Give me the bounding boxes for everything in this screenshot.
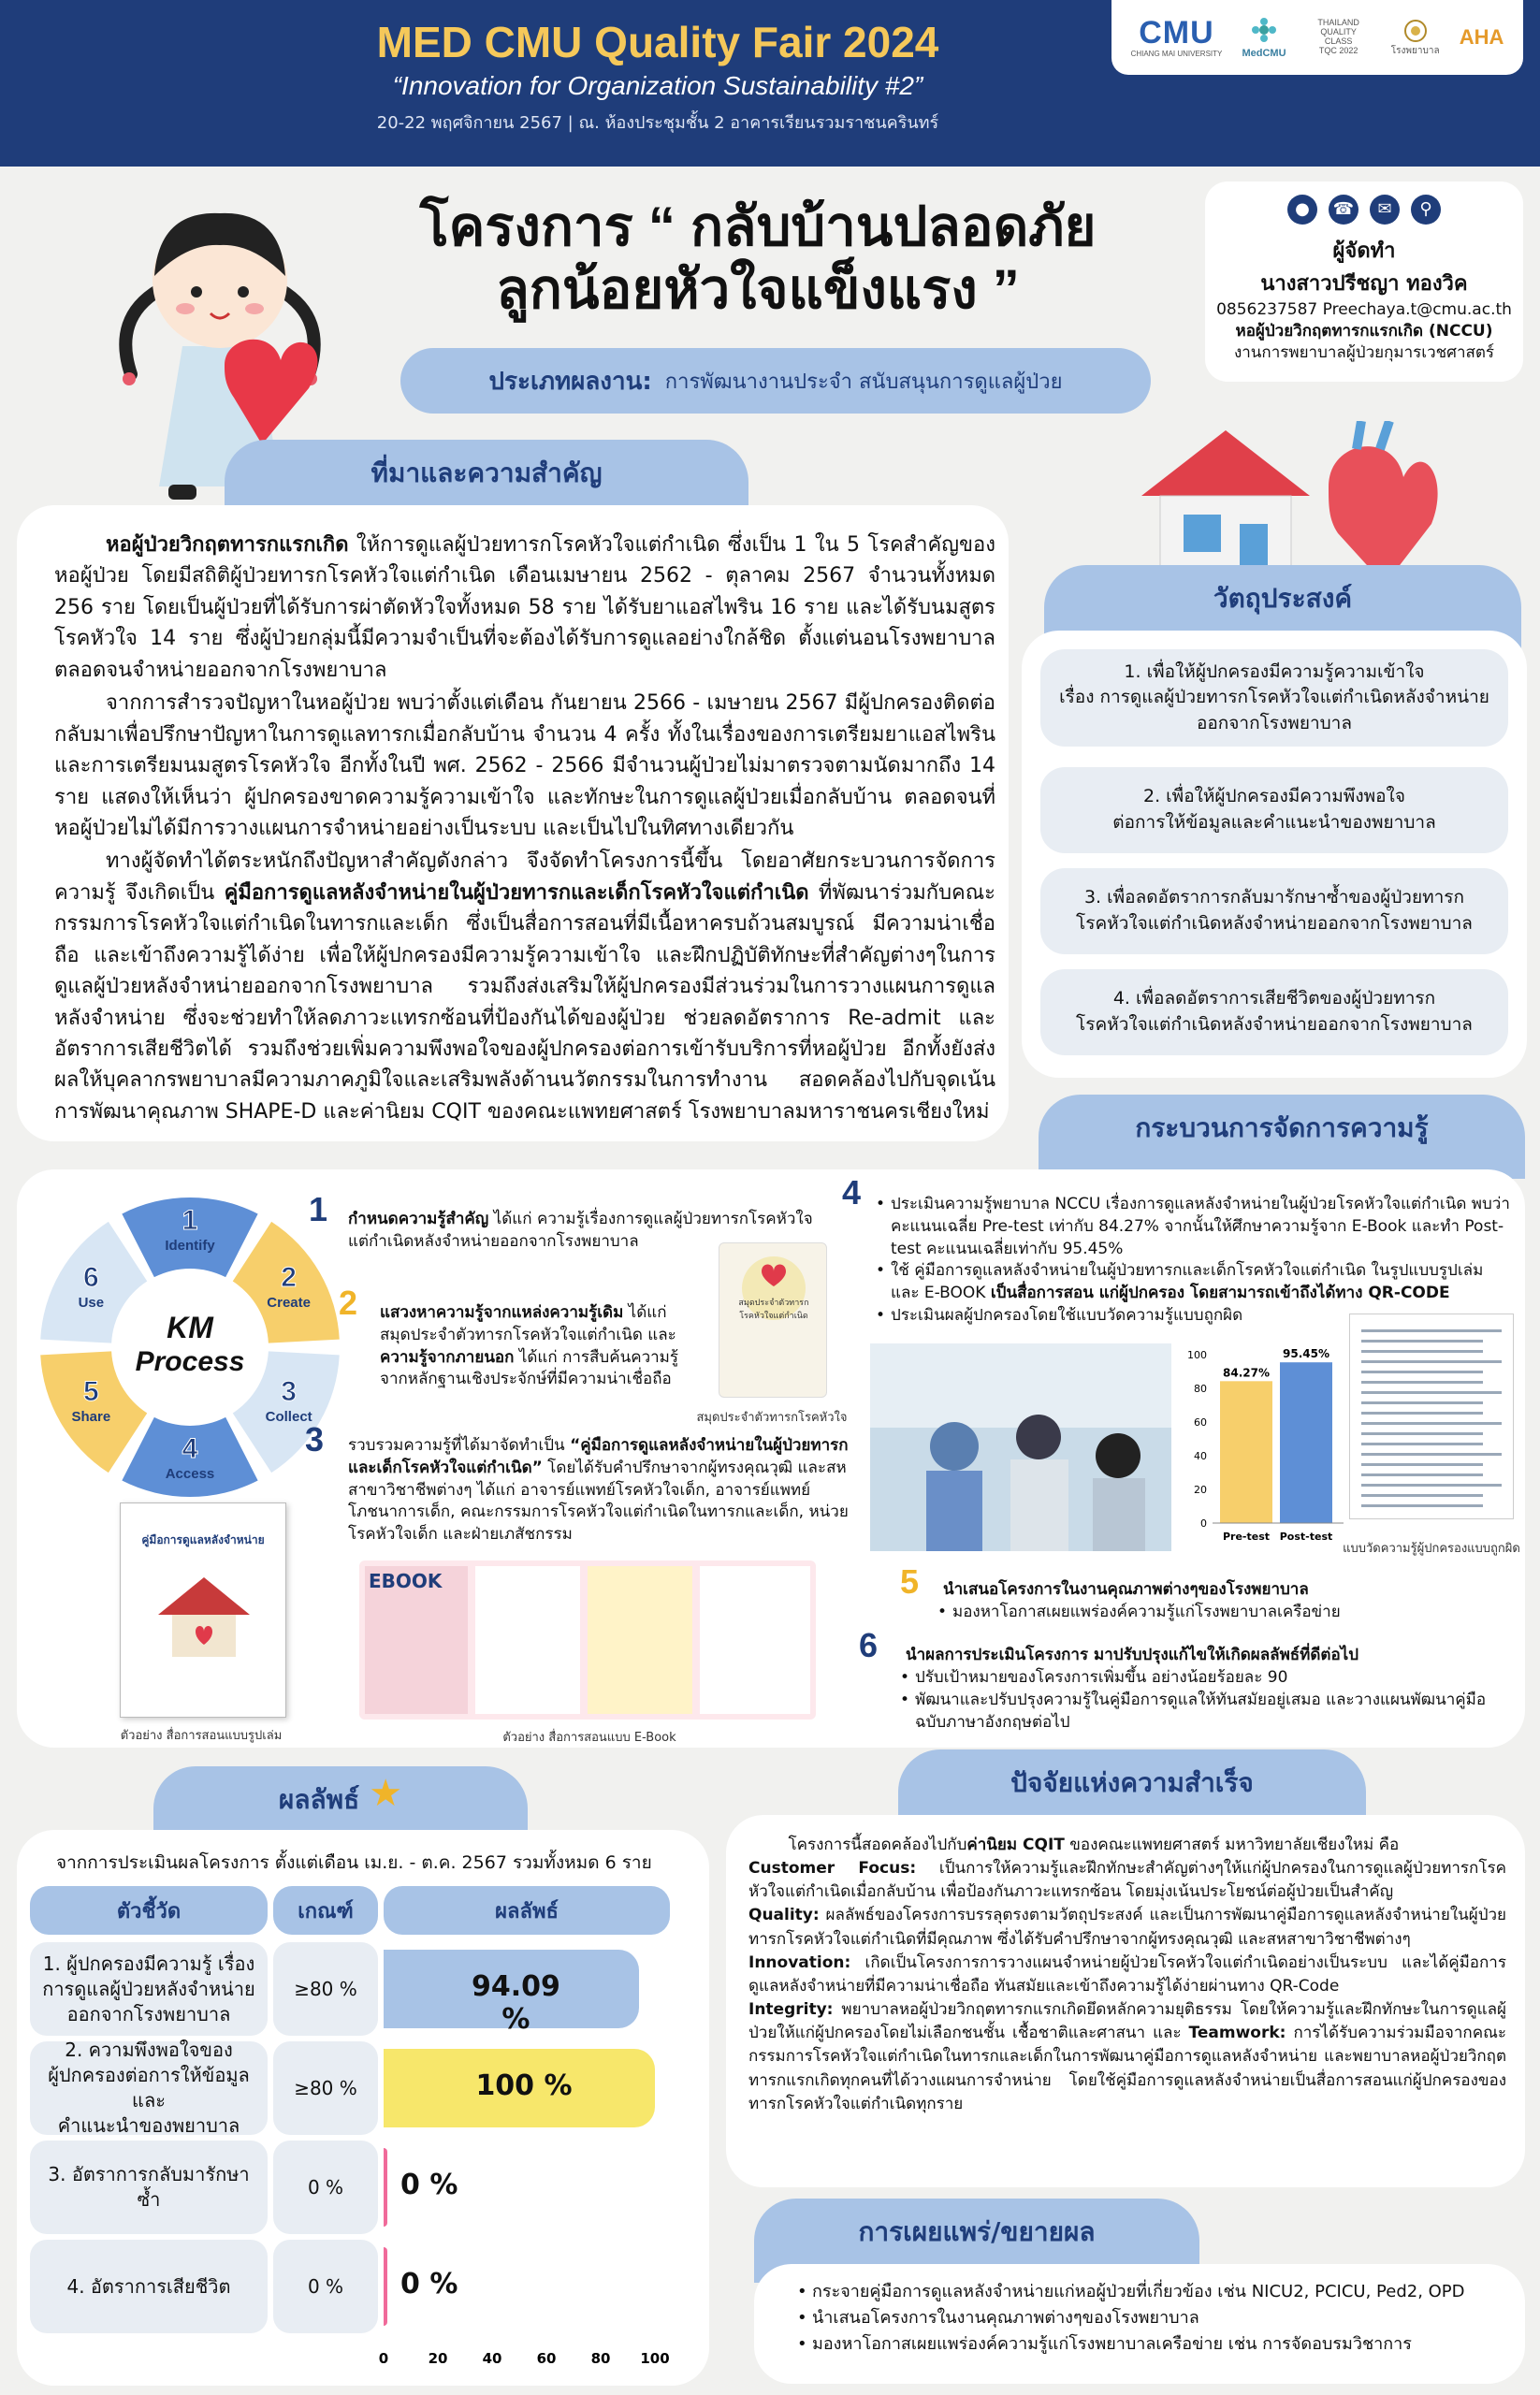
knowledge-test-form-image <box>1349 1314 1514 1519</box>
person-icon: ● <box>1287 195 1317 225</box>
bar-data-label: 95.45% <box>1283 1347 1329 1361</box>
x-tick-label: 40 <box>482 2350 502 2367</box>
col-target-header: เกณฑ์ <box>273 1886 378 1935</box>
pre-post-test-chart <box>1181 1328 1349 1553</box>
printed-manual-image: คู่มือการดูแลหลังจำหน่าย <box>120 1502 286 1718</box>
heart-booklet-image: สมุดประจำตัวทารก โรคหัวใจแต่กำเนิด <box>719 1242 827 1398</box>
event-title: MED CMU Quality Fair 2024 <box>376 18 939 66</box>
step-2-text: แสวงหาความรู้จากแหล่งความรู้เดิม ได้แก่ สมุดประจำตัวทารกโรคหัวใจแต่กำเนิด และความรู้จากภายนอก ได้แก่ การสืบค้นความรู้จากหลักฐานเชิงประจักษ์ที่มีความน่าเชื่อถือ <box>380 1303 679 1389</box>
booklet-caption: สมุดประจำตัวทารกโรคหัวใจ <box>696 1411 848 1425</box>
form-line <box>1361 1484 1502 1487</box>
y-tick-label: 60 <box>1194 1416 1207 1429</box>
x-tick-label: 100 <box>640 2350 670 2367</box>
form-line <box>1361 1401 1483 1404</box>
author-role: ผู้จัดทำ <box>1332 240 1396 263</box>
result-indicator: 1. ผู้ปกครองมีความรู้ เรื่อง การดูแลผู้ป่วยหลังจำหน่าย ออกจากโรงพยาบาล <box>30 1942 268 2036</box>
wheel-step-label: Share <box>71 1409 111 1425</box>
form-caption: แบบวัดความรู้ผู้ปกครองแบบถูกผิด <box>1343 1542 1520 1556</box>
results-x-axis <box>374 2339 692 2376</box>
phone-icon: ☎ <box>1329 195 1358 225</box>
results-heading: ผลลัพธ์ ★ <box>153 1766 528 1851</box>
success-text: โครงการนี้สอดคล้องไปกับค่านิยม CQIT ของคณะแพทยศาสตร์ มหาวิทยาลัยเชียงใหม่ คือ Customer Focus: เป็นการให้ความรู้และฝึกทักษะสำคัญต่างๆให้แก่ผู้ปกครองในการดูแลผู้ป่วยทารกโรคหัวใจแต่กำเนิดเมื่อกลับบ้าน เพื่อป้องกันภาวะแทรกซ้อน โดยมุ่งเน้นประโยชน์ต่อผู้ป่วยเป็นสำคัญ Quality: ผลลัพธ์ของโครงการบรรลุตรงตามวัตถุประสงค์ และเป็นการพัฒนาคู่มือการดูแลหลังจำหน่ายในผู้ป่วยทารกโรคหัวใจแต่กำเนิดที่มีคุณภาพ ซึ่งได้รับคำปรึกษาจากผู้ทรงคุณวุฒิ และสหสาขาวิชาชีพต่างๆ Innovation: เกิดเป็นโครงการการวางแผนจำหน่ายผู้ป่วยโรคหัวใจแต่กำเนิดอย่างเป็นระบบ และได้คู่มือการดูแลหลังจำหน่ายที่มีความน่าเชื่อถือ ทันสมัยและเข้าถึงความรู้ได้ง่ายผ่านทาง QR-Code Integrity: พยาบาลหอผู้ป่วยวิกฤตทารกแรกเกิดยึดหลักความยุติธรรม โดยให้ความรู้และฝึกทักษะในการดูแลผู้ป่วยให้แก่ผู้ปกครองโดยไม่เลือกชนชั้น เชื้อชาติและศาสนา และ Teamwork: การได้รับความร่วมมือจากคณะกรรมการโรคหัวใจแต่กำเนิดในทารกและเด็กในการพัฒนาคู่มือการดูแลหลังจำหน่าย และพยาบาลหอผู้ป่วยวิกฤตทารกแรกเกิดทุกคนที่ได้วางแผนการจำหน่าย โดยใช้คู่มือการดูแลหลังจำหน่ายเป็นสื่อการสอนแก่ผู้ปกครองของทารกโรคหัวใจแต่กำเนิดทุกราย <box>748 1836 1506 2113</box>
project-title: โครงการ “ กลับบ้านปลอดภัย ลูกน้อยหัวใจแข็งแรง ” <box>419 196 1097 320</box>
logo-strip <box>1111 0 1523 75</box>
form-line <box>1361 1432 1483 1435</box>
objective-item: 2. เพื่อให้ผู้ปกครองมีความพึงพอใจ ต่อการให้ข้อมูลและคำแนะนำของพยาบาล <box>1040 767 1508 853</box>
wheel-step-label: Identify <box>165 1238 215 1254</box>
form-line <box>1361 1504 1483 1507</box>
photo-people-icon <box>870 1343 1171 1551</box>
author-unit: หอผู้ป่วยวิกฤตทารกแรกเกิด (NCCU) <box>1235 321 1493 341</box>
author-name: นางสาวปรีชญา ทองวิค <box>1260 272 1468 296</box>
work-type-value: การพัฒนางานประจำ สนับสนุนการดูแลผู้ป่วย <box>664 370 1063 394</box>
dissemination-heading: การเผยแพร่/ขยายผล <box>754 2199 1199 2283</box>
result-bar <box>384 2148 387 2227</box>
step-6-number: 6 <box>859 1626 879 1664</box>
step-5-number: 5 <box>900 1562 920 1601</box>
cmu-logo: CMU CHIANG MAI UNIVERSITY <box>1130 14 1223 59</box>
wheel-step-label: Use <box>78 1295 105 1311</box>
nurse-teaching-photo <box>870 1343 1171 1551</box>
form-line <box>1361 1329 1502 1332</box>
step-2-number: 2 <box>339 1284 358 1322</box>
y-tick-label: 40 <box>1194 1450 1207 1462</box>
result-target: ≥80 % <box>273 2041 378 2135</box>
printed-manual-caption: ตัวอย่าง สื่อการสอนแบบรูปเล่ม <box>120 1729 283 1743</box>
location-pin-icon: ⚲ <box>1411 195 1441 225</box>
bar-pre-test <box>1220 1381 1272 1523</box>
form-line <box>1361 1381 1483 1384</box>
y-tick-label: 0 <box>1200 1517 1207 1530</box>
event-subtitle: “Innovation for Organization Sustainability #2” <box>392 71 923 100</box>
result-indicator: 4. อัตราการเสียชีวิต <box>30 2240 268 2333</box>
success-heading: ปัจจัยแห่งความสำเร็จ <box>898 1749 1366 1834</box>
step-5-text: นำเสนอโครงการในงานคุณภาพต่างๆของโรงพยาบาล <box>943 1580 1309 1599</box>
objective-item: 1. เพื่อให้ผู้ปกครองมีความรู้ความเข้าใจ เรื่อง การดูแลผู้ป่วยทารกโรคหัวใจแต่กำเนิดหลังจำหน่าย ออกจากโรงพยาบาล <box>1040 649 1508 747</box>
background-heading: ที่มาและความสำคัญ <box>225 440 748 524</box>
wheel-step-number: 5 <box>83 1376 99 1407</box>
wheel-step-number: 2 <box>281 1262 297 1293</box>
step-6-text: นำผลการประเมินโครงการ มาปรับปรุงแก้ไขให้เกิดผลลัพธ์ที่ดีต่อไป <box>906 1646 1359 1664</box>
wheel-step-label: Create <box>267 1295 312 1311</box>
result-target: ≥80 % <box>273 1942 378 2036</box>
dissemination-list <box>795 2279 1516 2358</box>
x-tick-label: 60 <box>536 2350 557 2367</box>
objective-item: 4. เพื่อลดอัตราการเสียชีวิตของผู้ป่วยทารก โรคหัวใจแต่กำเนิดหลังจำหน่ายออกจากโรงพยาบาล <box>1040 969 1508 1055</box>
form-line <box>1361 1422 1502 1425</box>
x-tick-label: 20 <box>428 2350 448 2367</box>
ebook-caption: ตัวอย่าง สื่อการสอนแบบ E-Book <box>502 1731 676 1745</box>
author-contact: 0856237587 Preechaya.t@cmu.ac.th <box>1216 300 1512 319</box>
km-center-label: KM <box>167 1311 213 1344</box>
form-line <box>1361 1391 1502 1394</box>
step-3-number: 3 <box>305 1420 325 1459</box>
step-5-bullets: • มองหาโอกาสเผยแพร่องค์ความรู้แก่โรงพยาบาลเครือข่าย <box>936 1602 1497 1624</box>
list-item: • กระจายคู่มือการดูแลหลังจำหน่ายแก่หอผู้ป่วยที่เกี่ยวข้อง เช่น NICU2, PCICU, Ped2, OPD <box>795 2279 1516 2305</box>
step-6-bullets: • ปรับเป้าหมายของโครงการเพิ่มขึ้น อย่างน้อยร้อยละ 90 • พัฒนาและปรับปรุงความรู้ในคู่มือการดูแลให้ทันสมัยอยู่เสมอ และวางแผนพัฒนาคู่มือฉบับภาษาอังกฤษต่อไป <box>898 1667 1506 1734</box>
ebook-page <box>475 1566 580 1714</box>
aha-logo: AHA <box>1459 24 1504 49</box>
wheel-step-number: 3 <box>281 1376 297 1407</box>
result-value: 100 % <box>475 2069 573 2102</box>
form-line <box>1361 1371 1483 1373</box>
star-icon: ★ <box>369 1772 403 1815</box>
ebook-cover: EBOOK <box>365 1566 468 1714</box>
list-item: • มองหาโอกาสเผยแพร่องค์ความรู้แก่โรงพยาบาลเครือข่าย เช่น การจัดอบรมวิชาการ <box>795 2331 1516 2358</box>
medcmu-logo: MedCMU <box>1242 16 1286 58</box>
hospital-seal-icon <box>1403 19 1428 43</box>
wheel-step-number: 6 <box>83 1262 99 1293</box>
event-date: 20-22 พฤศจิกายน 2567 | ณ. ห้องประชุมชั้น 2 อาคารเรียนรวมราชนครินทร์ <box>376 113 939 133</box>
form-line <box>1361 1463 1483 1466</box>
ebook-sample-image <box>359 1560 816 1720</box>
km-process-wheel <box>36 1193 344 1502</box>
form-line <box>1361 1340 1483 1343</box>
step-3-text: รวบรวมความรู้ที่ได้มาจัดทำเป็น “คู่มือการดูแลหลังจำหน่ายในผู้ป่วยทารกและเด็กโรคหัวใจแต่กำเนิด” โดยได้รับคำปรึกษาจากผู้ทรงคุณวุฒิ และสหสาขาวิชาชีพต่างๆ ได้แก่ อาจารย์แพทย์โรคหัวใจเด็ก, อาจารย์แพทย์โภชนาการเด็ก, คณะกรรมการโรคหัวใจแต่กำเนิดในทารกและเด็ก, หน่วยโรคหัวใจเด็ก และฝ่ายเภสัชกรรม <box>348 1436 849 1545</box>
mail-icon: ✉ <box>1370 195 1400 225</box>
result-indicator: 2. ความพึงพอใจของ ผู้ปกครองต่อการให้ข้อมูลและ คำแนะนำของพยาบาล <box>30 2041 268 2135</box>
objectives-heading: วัตถุประสงค์ <box>1044 565 1521 649</box>
manual-house-icon <box>121 1549 287 1662</box>
col-result-header: ผลลัพธ์ <box>384 1886 670 1935</box>
category-label: Post-test <box>1279 1531 1333 1543</box>
medcmu-flower-icon <box>1250 16 1278 44</box>
result-value: 94.09 % <box>471 1970 560 2036</box>
wheel-step-label: Access <box>165 1466 215 1482</box>
y-tick-label: 20 <box>1194 1484 1207 1496</box>
result-target: 0 % <box>273 2240 378 2333</box>
wheel-step-number: 4 <box>182 1433 198 1464</box>
form-line <box>1361 1473 1483 1476</box>
form-line <box>1361 1412 1483 1415</box>
background-text: หอผู้ป่วยวิกฤตทารกแรกเกิด ให้การดูแลผู้ป่วยทารกโรคหัวใจแต่กำเนิด ซึ่งเป็น 1 ใน 5 โรคสำคัญของหอผู้ป่วย โดยมีสถิติผู้ป่วยทารกโรคหัวใจแต่กำเนิด เดือนเมษายน 2562 - ตุลาคม 2567 จำนวนทั้งหมด 256 ราย โดยเป็นผู้ป่วยที่ได้รับการผ่าตัดหัวใจทั้งหมด 58 ราย ได้รับยาแอสไพริน 16 ราย และได้รับนมสูตรโรคหัวใจ 14 ราย ซึ่งผู้ป่วยกลุ่มนี้มีความจำเป็นที่จะต้องได้รับการดูแลอย่างใกล้ชิด ตั้งแต่นอนโรงพยาบาล ตลอดจนจำหน่ายออกจากโรงพยาบาล จากการสำรวจปัญหาในหอผู้ป่วย พบว่าตั้งแต่เดือน กันยายน 2566 - เมษายน 2567 มีผู้ปกครองติดต่อกลับมาเพื่อปรึกษาปัญหาในการดูแลทารกเมื่อกลับบ้าน จำนวน 4 ครั้ง ทั้งในเรื่องของการเตรียมยาแอสไพริน และการเตรียมนมสูตรโรคหัวใจ อีกทั้งในปี พศ. 2562 - 2566 มีจำนวนผู้ป่วยไม่มาตรวจตามนัดมากถึง 14 ราย แสดงให้เห็นว่า ผู้ปกครองขาดความรู้ความเข้าใจ และทักษะในการดูแลผู้ป่วยเมื่อกลับบ้าน ตลอดจนที่หอผู้ป่วยไม่ได้มีการวางแผนการจำหน่ายอย่างเป็นระบบ และเป็นไปในทิศทางเดียวกัน ทางผู้จัดทำได้ตระหนักถึงปัญหาสำคัญดังกล่าว จึงจัดทำโครงการนี้ขึ้น โดยอาศัยกระบวนการจัดการความรู้ จึงเกิดเป็น คู่มือการดูแลหลังจำหน่ายในผู้ป่วยทารกและเด็กโรคหัวใจแต่กำเนิด ที่พัฒนาร่วมกับคณะกรรมการโรคหัวใจแต่กำเนิดในทารกและเด็ก ซึ่งเป็นสื่อการสอนที่มีเนื้อหาครบถ้วนสมบูรณ์ มีความน่าเชื่อถือ และเข้าถึงความรู้ได้ง่าย เพื่อให้ผู้ปกครองมีความรู้ความเข้าใจ และฝึกปฏิบัติทักษะที่สำคัญต่างๆในการดูแลผู้ป่วยหลังจำหน่ายออกจากโรงพยาบาล รวมถึงส่งเสริมให้ผู้ปกครองมีส่วนร่วมในการวางแผนการดูแลหลังจำหน่าย ซึ่งจะช่วยทำให้ลดภาวะแทรกซ้อนที่ป้องกันได้ของผู้ป่วย ช่วยลดอัตราการ Re-admit และอัตราการเสียชีวิตได้ รวมถึงช่วยเพิ่มความพึงพอใจของผู้ปกครองต่อการเข้ารับบริการที่หอผู้ป่วย อีกทั้งยังส่งผลให้บุคลากรพยาบาลมีความภาคภูมิใจและเสริมพลังด้านนวัตกรรมในการทำงาน สอดคล้องไปกับจุดเน้นการพัฒนาคุณภาพ SHAPE-D และค่านิยม CQIT ของคณะแพทยศาสตร์ โรงพยาบาลมหาราชนครเชียงใหม่ <box>54 533 996 1124</box>
step-4-bullets: • ประเมินความรู้พยาบาล NCCU เรื่องการดูแลหลังจำหน่ายในผู้ป่วยโรคหัวใจแต่กำเนิด พบว่า คะแนนเฉลี่ย Pre-test เท่ากับ 84.27% จากนั้นให้ศึกษาความรู้จาก E-Book และทำ Post-test คะแนนเฉลี่ยเท่ากับ 95.45% • ใช้ คู่มือการดูแลหลังจำหน่ายในผู้ป่วยทารกและเด็กโรคหัวใจแต่กำเนิด ในรูปแบบรูปเล่ม และ E-BOOK เป็นสื่อการสอน แก่ผู้ปกครอง โดยสามารถเข้าถึงได้ทาง QR-CODE • ประเมินผลผู้ปกครองโดยใช้แบบวัดความรู้แบบถูกผิด <box>874 1194 1510 1328</box>
work-type-label: ประเภทผลงาน: <box>488 367 652 396</box>
wheel-step-number: 1 <box>182 1205 198 1236</box>
result-bar <box>384 2247 387 2326</box>
tqc-logo: THAILAND QUALITY CLASS TQC 2022 <box>1317 18 1359 55</box>
ebook-page <box>588 1566 692 1714</box>
step-1-number: 1 <box>309 1190 328 1228</box>
bar-post-test <box>1280 1362 1332 1523</box>
author-card <box>1205 181 1523 382</box>
category-label: Pre-test <box>1222 1531 1271 1543</box>
hospital-logo: โรงพยาบาล <box>1391 19 1440 56</box>
bar-data-label: 84.27% <box>1223 1366 1270 1380</box>
work-type-pill <box>400 348 1151 414</box>
y-tick-label: 100 <box>1187 1349 1207 1361</box>
form-line <box>1361 1453 1502 1456</box>
form-line <box>1361 1360 1502 1363</box>
x-tick-label: 0 <box>378 2350 389 2367</box>
list-item: • นำเสนอโครงการในงานคุณภาพต่างๆของโรงพยาบาล <box>795 2305 1516 2331</box>
y-tick-label: 80 <box>1194 1383 1207 1395</box>
x-tick-label: 80 <box>590 2350 611 2367</box>
result-value: 0 % <box>400 2268 458 2301</box>
ebook-page <box>700 1566 810 1714</box>
results-intro: จากการประเมินผลโครงการ ตั้งแต่เดือน เม.ย. - ต.ค. 2567 รวมทั้งหมด 6 ราย <box>56 1852 652 1873</box>
form-line <box>1361 1443 1483 1445</box>
result-value: 0 % <box>400 2169 458 2201</box>
result-target: 0 % <box>273 2141 378 2234</box>
objective-item: 3. เพื่อลดอัตราการกลับมารักษาซ้ำของผู้ป่วยทารก โรคหัวใจแต่กำเนิดหลังจำหน่ายออกจากโรงพยาบาล <box>1040 868 1508 954</box>
form-lines-icon <box>1350 1314 1515 1520</box>
form-line <box>1361 1494 1483 1497</box>
km-heading: กระบวนการจัดการความรู้ <box>1039 1095 1525 1179</box>
step-1-text: กำหนดความรู้สำคัญ ได้แก่ ความรู้เรื่องการดูแลผู้ป่วยทารกโรคหัวใจแต่กำเนิดหลังจำหน่ายออกจากโรงพยาบาล <box>348 1210 813 1251</box>
result-indicator: 3. อัตราการกลับมารักษาซ้ำ <box>30 2141 268 2234</box>
wheel-step-label: Collect <box>265 1409 312 1425</box>
km-center-process: Process <box>135 1346 245 1377</box>
form-line <box>1361 1350 1483 1353</box>
col-indicator-header: ตัวชี้วัด <box>30 1886 268 1935</box>
author-dept: งานการพยาบาลผู้ป่วยกุมารเวชศาสตร์ <box>1233 342 1495 362</box>
step-4-number: 4 <box>842 1173 862 1212</box>
